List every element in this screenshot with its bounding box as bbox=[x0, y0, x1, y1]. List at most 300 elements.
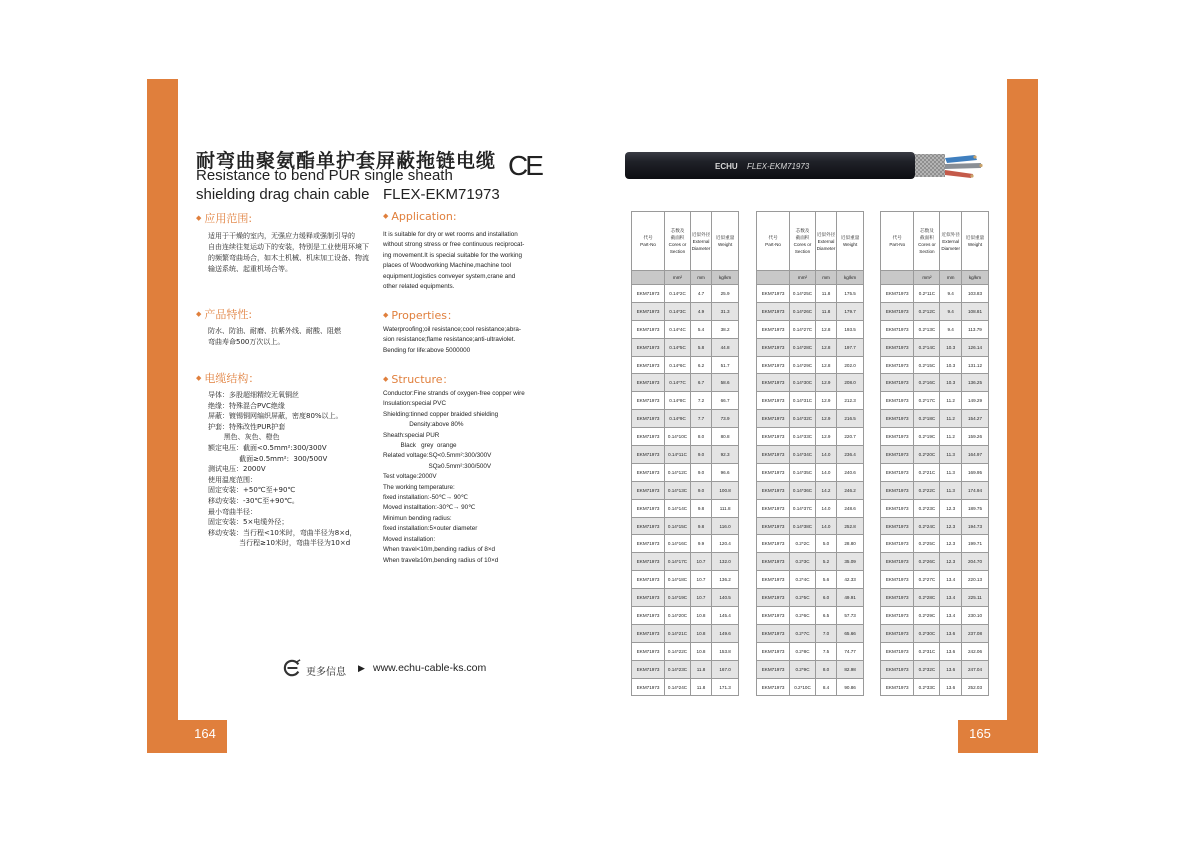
cores-section-cell: 0.2*20C bbox=[914, 446, 940, 464]
weight-cell: 51.7 bbox=[712, 356, 739, 374]
table-row bbox=[632, 320, 739, 338]
cores-section-cell: 0.2*6C bbox=[790, 607, 816, 625]
cores-section-cell: 0.2*5C bbox=[790, 589, 816, 607]
more-info-label: 更多信息 bbox=[306, 667, 346, 678]
cores-section-cell: 0.14*4C bbox=[665, 320, 691, 338]
weight-cell: 73.9 bbox=[712, 410, 739, 428]
unit-cell: mm bbox=[940, 271, 962, 285]
header-cores-section: 芯数及 截面积 Cores or Section bbox=[914, 212, 940, 271]
cores-section-cell: 0.14*32C bbox=[790, 410, 816, 428]
diameter-cell: 9.0 bbox=[690, 446, 711, 464]
cores-section-cell: 0.2*13C bbox=[914, 320, 940, 338]
application-text-en bbox=[383, 230, 553, 292]
part-no-cell: EKM71973 bbox=[881, 642, 914, 660]
part-no-cell: EKM71973 bbox=[881, 410, 914, 428]
table-row bbox=[632, 446, 739, 464]
table-row bbox=[881, 410, 989, 428]
table-row bbox=[881, 374, 989, 392]
table-row bbox=[881, 463, 989, 481]
diamond-bullet-icon: ◆ bbox=[383, 212, 389, 220]
text-line: Black grey orange bbox=[383, 442, 457, 450]
diamond-bullet-icon: ◆ bbox=[383, 375, 389, 383]
weight-cell: 136.2 bbox=[712, 571, 739, 589]
diamond-bullet-icon: ◆ bbox=[383, 311, 389, 319]
table-row bbox=[757, 553, 864, 571]
weight-cell: 42.33 bbox=[837, 571, 864, 589]
diameter-cell: 11.2 bbox=[940, 428, 962, 446]
weight-cell: 208.0 bbox=[837, 374, 864, 392]
weight-cell: 96.6 bbox=[712, 463, 739, 481]
table-row bbox=[881, 302, 989, 320]
properties-heading-en: ◆ Properties： bbox=[383, 309, 458, 322]
unit-cell: mm² bbox=[665, 271, 691, 285]
unit-cell: kg/km bbox=[712, 271, 739, 285]
application-heading-cn: ◆ 应用范围: bbox=[196, 212, 253, 225]
part-no-cell: EKM71973 bbox=[632, 320, 665, 338]
weight-cell: 149.29 bbox=[961, 392, 988, 410]
diameter-cell: 4.7 bbox=[690, 285, 711, 303]
table-row bbox=[881, 624, 989, 642]
weight-cell: 74.77 bbox=[837, 642, 864, 660]
diameter-cell: 11.8 bbox=[690, 660, 711, 678]
diameter-cell: 7.2 bbox=[690, 392, 711, 410]
diamond-bullet-icon: ◆ bbox=[196, 310, 202, 318]
diameter-cell: 12.3 bbox=[940, 499, 962, 517]
table-row bbox=[632, 660, 739, 678]
cores-section-cell: 0.2*9C bbox=[790, 660, 816, 678]
structure-heading-cn: ◆ 电缆结构： bbox=[196, 372, 260, 385]
weight-cell: 31.3 bbox=[712, 302, 739, 320]
diameter-cell: 13.4 bbox=[940, 607, 962, 625]
structure-text-cn bbox=[208, 390, 380, 549]
cores-section-cell: 0.14*35C bbox=[790, 463, 816, 481]
diameter-cell: 10.7 bbox=[690, 589, 711, 607]
text-line: Insulation:special PVC bbox=[383, 400, 447, 408]
weight-cell: 174.94 bbox=[961, 481, 988, 499]
weight-cell: 179.7 bbox=[837, 302, 864, 320]
table-row bbox=[881, 642, 989, 660]
text-line: Conductor:Fine strands of oxygen-free copper wire bbox=[383, 390, 525, 397]
cable-model-print: FLEX-EKM71973 bbox=[747, 162, 810, 171]
cores-section-cell: 0.14*7C bbox=[665, 374, 691, 392]
table-row bbox=[632, 517, 739, 535]
table-row bbox=[757, 428, 864, 446]
diameter-cell: 12.9 bbox=[815, 392, 836, 410]
cores-section-cell: 0.2*10C bbox=[790, 678, 816, 696]
diameter-cell: 10.8 bbox=[690, 624, 711, 642]
table-row bbox=[632, 463, 739, 481]
diameter-cell: 12.3 bbox=[940, 553, 962, 571]
unit-cell: mm² bbox=[914, 271, 940, 285]
table-row bbox=[881, 338, 989, 356]
table-row bbox=[881, 446, 989, 464]
text-line: It is suitable for dry or wet rooms and installation bbox=[383, 231, 518, 238]
text-line: equipment,logistics conveyer system,crane and bbox=[383, 272, 516, 280]
cores-section-cell: 0.2*32C bbox=[914, 660, 940, 678]
cores-section-cell: 0.2*25C bbox=[914, 535, 940, 553]
cores-section-cell: 0.14*28C bbox=[790, 338, 816, 356]
header-part-no: 代号 Part-No bbox=[632, 212, 665, 271]
cores-section-cell: 0.2*11C bbox=[914, 285, 940, 303]
cores-section-cell: 0.2*19C bbox=[914, 428, 940, 446]
cores-section-cell: 0.2*27C bbox=[914, 571, 940, 589]
diameter-cell: 7.0 bbox=[815, 624, 836, 642]
part-no-cell: EKM71973 bbox=[632, 607, 665, 625]
cores-section-cell: 0.14*16C bbox=[665, 535, 691, 553]
diameter-cell: 10.3 bbox=[940, 374, 962, 392]
unit-cell: mm bbox=[690, 271, 711, 285]
ce-mark-icon: CE bbox=[508, 150, 541, 181]
part-no-cell: EKM71973 bbox=[757, 607, 790, 625]
table-row bbox=[757, 285, 864, 303]
diameter-cell: 9.4 bbox=[940, 302, 962, 320]
text-line: Waterproofing;oil resistance;cool resistance;abra- bbox=[383, 326, 522, 333]
application-heading-en: ◆ Application: bbox=[383, 210, 457, 223]
cores-section-cell: 0.14*19C bbox=[665, 589, 691, 607]
table-row bbox=[881, 678, 989, 696]
part-no-cell: EKM71973 bbox=[757, 428, 790, 446]
cores-section-cell: 0.2*15C bbox=[914, 356, 940, 374]
table-row bbox=[757, 589, 864, 607]
weight-cell: 154.27 bbox=[961, 410, 988, 428]
cores-section-cell: 0.14*13C bbox=[665, 481, 691, 499]
header-part-no: 代号 Part-No bbox=[757, 212, 790, 271]
table-row bbox=[632, 428, 739, 446]
weight-cell: 100.8 bbox=[712, 481, 739, 499]
cores-section-cell: 0.14*11C bbox=[665, 446, 691, 464]
diameter-cell: 12.3 bbox=[940, 535, 962, 553]
weight-cell: 193.5 bbox=[837, 320, 864, 338]
part-no-cell: EKM71973 bbox=[881, 535, 914, 553]
application-text-cn bbox=[208, 231, 380, 275]
part-no-cell: EKM71973 bbox=[881, 446, 914, 464]
part-no-cell: EKM71973 bbox=[757, 642, 790, 660]
diameter-cell: 13.4 bbox=[940, 571, 962, 589]
part-no-cell: EKM71973 bbox=[757, 553, 790, 571]
part-no-cell: EKM71973 bbox=[881, 285, 914, 303]
text-line: 防水、防油、耐磨、抗紫外线、耐酸、阻燃 bbox=[208, 327, 341, 335]
cores-section-cell: 0.14*24C bbox=[665, 678, 691, 696]
cores-section-cell: 0.14*36C bbox=[790, 481, 816, 499]
weight-cell: 132.0 bbox=[712, 553, 739, 571]
text-line: When travel<10m,bending radius of 8×d bbox=[383, 546, 496, 554]
properties-text-en bbox=[383, 325, 553, 356]
part-no-cell: EKM71973 bbox=[632, 481, 665, 499]
table-row bbox=[757, 338, 864, 356]
cores-section-cell: 0.2*28C bbox=[914, 589, 940, 607]
part-no-cell: EKM71973 bbox=[881, 338, 914, 356]
part-no-cell: EKM71973 bbox=[757, 392, 790, 410]
weight-cell: 247.04 bbox=[961, 660, 988, 678]
part-no-cell: EKM71973 bbox=[632, 517, 665, 535]
table-row bbox=[757, 499, 864, 517]
diameter-cell: 5.2 bbox=[815, 553, 836, 571]
cores-section-cell: 0.14*2C bbox=[665, 285, 691, 303]
weight-cell: 194.73 bbox=[961, 517, 988, 535]
cores-section-cell: 0.2*12C bbox=[914, 302, 940, 320]
text-line: Bending for life:above 5000000 bbox=[383, 346, 471, 354]
weight-cell: 35.09 bbox=[837, 553, 864, 571]
diameter-cell: 9.4 bbox=[940, 320, 962, 338]
cores-section-cell: 0.14*5C bbox=[665, 338, 691, 356]
diameter-cell: 6.5 bbox=[815, 607, 836, 625]
left-page-edge-bar bbox=[147, 79, 178, 753]
table-row bbox=[757, 624, 864, 642]
unit-cell: kg/km bbox=[837, 271, 864, 285]
cores-section-cell: 0.2*29C bbox=[914, 607, 940, 625]
header-diameter: 近似外径 External Diameter bbox=[690, 212, 711, 271]
cores-section-cell: 0.14*34C bbox=[790, 446, 816, 464]
weight-cell: 225.11 bbox=[961, 589, 988, 607]
part-no-cell: EKM71973 bbox=[881, 463, 914, 481]
diameter-cell: 5.4 bbox=[690, 320, 711, 338]
diameter-cell: 9.0 bbox=[690, 481, 711, 499]
diameter-cell: 13.6 bbox=[940, 678, 962, 696]
diameter-cell: 5.8 bbox=[690, 338, 711, 356]
table-row bbox=[632, 410, 739, 428]
table-row bbox=[881, 499, 989, 517]
part-no-cell: EKM71973 bbox=[632, 392, 665, 410]
diameter-cell: 6.0 bbox=[815, 589, 836, 607]
unit-cell bbox=[881, 271, 914, 285]
text-line: fixed installation:5×outer diameter bbox=[383, 525, 478, 533]
header-diameter: 近似外径 External Diameter bbox=[815, 212, 836, 271]
weight-cell: 242.06 bbox=[961, 642, 988, 660]
weight-cell: 199.71 bbox=[961, 535, 988, 553]
weight-cell: 252.8 bbox=[837, 517, 864, 535]
weight-cell: 38.2 bbox=[712, 320, 739, 338]
text-line: other related equipments. bbox=[383, 283, 455, 291]
cores-section-cell: 0.2*14C bbox=[914, 338, 940, 356]
weight-cell: 248.6 bbox=[837, 499, 864, 517]
product-title-en-line1: Resistance to bend PUR single sheath bbox=[196, 167, 453, 184]
weight-cell: 202.0 bbox=[837, 356, 864, 374]
header-cores-section: 芯数及 截面积 Cores or Section bbox=[665, 212, 691, 271]
text-line: 移动安装：-30℃至+90℃。 bbox=[208, 496, 299, 505]
weight-cell: 216.5 bbox=[837, 410, 864, 428]
weight-cell: 246.2 bbox=[837, 481, 864, 499]
diameter-cell: 14.2 bbox=[815, 481, 836, 499]
text-line: Related voltage:SQ<0.5mm²:300/300V bbox=[383, 452, 492, 460]
table-row bbox=[757, 571, 864, 589]
cores-section-cell: 0.2*26C bbox=[914, 553, 940, 571]
weight-cell: 212.3 bbox=[837, 392, 864, 410]
diameter-cell: 10.8 bbox=[690, 642, 711, 660]
diameter-cell: 5.6 bbox=[815, 571, 836, 589]
weight-cell: 220.7 bbox=[837, 428, 864, 446]
text-line: 移动安装：当行程<10米时，弯曲半径为8×d， bbox=[208, 528, 357, 537]
header-diameter: 近似外径 External Diameter bbox=[940, 212, 962, 271]
diameter-cell: 10.8 bbox=[690, 607, 711, 625]
part-no-cell: EKM71973 bbox=[757, 338, 790, 356]
weight-cell: 204.70 bbox=[961, 553, 988, 571]
diameter-cell: 11.3 bbox=[940, 463, 962, 481]
part-no-cell: EKM71973 bbox=[632, 374, 665, 392]
part-no-cell: EKM71973 bbox=[632, 356, 665, 374]
table-row bbox=[881, 320, 989, 338]
diameter-cell: 11.8 bbox=[815, 285, 836, 303]
part-no-cell: EKM71973 bbox=[757, 589, 790, 607]
part-no-cell: EKM71973 bbox=[881, 320, 914, 338]
website-link[interactable]: www.echu-cable-ks.com bbox=[373, 662, 487, 674]
part-no-cell: EKM71973 bbox=[632, 553, 665, 571]
diameter-cell: 12.8 bbox=[815, 338, 836, 356]
weight-cell: 140.5 bbox=[712, 589, 739, 607]
cores-section-cell: 0.2*33C bbox=[914, 678, 940, 696]
diameter-cell: 8.0 bbox=[690, 428, 711, 446]
unit-cell: mm² bbox=[790, 271, 816, 285]
diameter-cell: 12.9 bbox=[815, 410, 836, 428]
properties-text-cn bbox=[208, 326, 380, 348]
weight-cell: 237.08 bbox=[961, 624, 988, 642]
cores-section-cell: 0.14*15C bbox=[665, 517, 691, 535]
weight-cell: 159.26 bbox=[961, 428, 988, 446]
weight-cell: 175.5 bbox=[837, 285, 864, 303]
table-row bbox=[632, 589, 739, 607]
weight-cell: 169.95 bbox=[961, 463, 988, 481]
part-no-cell: EKM71973 bbox=[632, 410, 665, 428]
part-no-cell: EKM71973 bbox=[632, 499, 665, 517]
part-no-cell: EKM71973 bbox=[881, 499, 914, 517]
part-no-cell: EKM71973 bbox=[881, 517, 914, 535]
cores-section-cell: 0.14*10C bbox=[665, 428, 691, 446]
table-row bbox=[881, 481, 989, 499]
table-row bbox=[632, 499, 739, 517]
text-line: 导体：多股超细精绞无氧铜丝 bbox=[208, 391, 299, 399]
table-row bbox=[632, 535, 739, 553]
table-row bbox=[632, 374, 739, 392]
cable-brand-print: ECHU bbox=[715, 162, 738, 171]
part-no-cell: EKM71973 bbox=[757, 678, 790, 696]
cores-section-cell: 0.14*20C bbox=[665, 607, 691, 625]
part-no-cell: EKM71973 bbox=[757, 374, 790, 392]
cores-section-cell: 0.14*30C bbox=[790, 374, 816, 392]
table-row bbox=[757, 374, 864, 392]
text-line: 固定安装：5×电缆外径； bbox=[208, 518, 289, 527]
text-line: 测试电压：2000V bbox=[208, 465, 266, 474]
text-line: 绝缘：特殊混合PVC绝缘 bbox=[208, 401, 285, 410]
table-row bbox=[881, 428, 989, 446]
text-line: SQ≥0.5mm²:300/500V bbox=[383, 462, 492, 470]
part-no-cell: EKM71973 bbox=[632, 535, 665, 553]
unit-cell: kg/km bbox=[961, 271, 988, 285]
diameter-cell: 10.7 bbox=[690, 571, 711, 589]
diameter-cell: 12.9 bbox=[815, 428, 836, 446]
weight-cell: 80.8 bbox=[712, 428, 739, 446]
diameter-cell: 9.4 bbox=[940, 285, 962, 303]
structure-heading-en: ◆ Structure： bbox=[383, 373, 454, 386]
cores-section-cell: 0.14*9C bbox=[665, 410, 691, 428]
diameter-cell: 12.8 bbox=[815, 356, 836, 374]
cores-section-cell: 0.2*3C bbox=[790, 553, 816, 571]
table-row bbox=[757, 302, 864, 320]
weight-cell: 28.80 bbox=[837, 535, 864, 553]
weight-cell: 171.3 bbox=[712, 678, 739, 696]
table-row bbox=[881, 607, 989, 625]
unit-cell: mm bbox=[815, 271, 836, 285]
table-row bbox=[881, 392, 989, 410]
part-no-cell: EKM71973 bbox=[757, 320, 790, 338]
header-cores-section: 芯数及 截面积 Cores or Section bbox=[790, 212, 816, 271]
part-no-cell: EKM71973 bbox=[632, 589, 665, 607]
part-no-cell: EKM71973 bbox=[881, 607, 914, 625]
text-line: 截面≥0.5mm²: 300/500V bbox=[208, 454, 328, 463]
table-row bbox=[632, 642, 739, 660]
part-no-cell: EKM71973 bbox=[632, 338, 665, 356]
diamond-bullet-icon: ◆ bbox=[196, 374, 202, 382]
text-line: places of Woodworking Machine,machine tool bbox=[383, 262, 511, 270]
part-no-cell: EKM71973 bbox=[757, 302, 790, 320]
part-no-cell: EKM71973 bbox=[757, 446, 790, 464]
cores-section-cell: 0.2*22C bbox=[914, 481, 940, 499]
cores-section-cell: 0.14*33C bbox=[790, 428, 816, 446]
text-line: fixed installation:-50℃→ 90℃ bbox=[383, 494, 468, 502]
diameter-cell: 11.3 bbox=[940, 446, 962, 464]
text-line: When travel≥10m,bending radius of 10×d bbox=[383, 556, 499, 564]
weight-cell: 113.79 bbox=[961, 320, 988, 338]
text-line: Moved installation: bbox=[383, 535, 436, 543]
diameter-cell: 14.0 bbox=[815, 463, 836, 481]
part-no-cell: EKM71973 bbox=[757, 481, 790, 499]
weight-cell: 252.03 bbox=[961, 678, 988, 696]
diamond-bullet-icon: ◆ bbox=[196, 214, 202, 222]
weight-cell: 82.98 bbox=[837, 660, 864, 678]
weight-cell: 49.91 bbox=[837, 589, 864, 607]
text-line: sion resistance;flame resistance;anti-ultraviolet. bbox=[383, 336, 516, 344]
diameter-cell: 6.7 bbox=[690, 374, 711, 392]
cores-section-cell: 0.14*8C bbox=[665, 392, 691, 410]
table-row bbox=[632, 338, 739, 356]
cores-section-cell: 0.2*2C bbox=[790, 535, 816, 553]
text-line: 输送系统、起重机场合等。 bbox=[208, 265, 292, 273]
cores-section-cell: 0.2*23C bbox=[914, 499, 940, 517]
cores-section-cell: 0.2*4C bbox=[790, 571, 816, 589]
properties-heading-cn: ◆ 产品特性: bbox=[196, 308, 253, 321]
diameter-cell: 11.2 bbox=[940, 392, 962, 410]
part-no-cell: EKM71973 bbox=[632, 302, 665, 320]
table-row bbox=[757, 642, 864, 660]
part-no-cell: EKM71973 bbox=[632, 463, 665, 481]
weight-cell: 108.81 bbox=[961, 302, 988, 320]
product-title-cn: 耐弯曲聚氨酯单护套屏蔽拖链电缆 bbox=[196, 150, 497, 172]
cores-section-cell: 0.14*3C bbox=[665, 302, 691, 320]
weight-cell: 116.0 bbox=[712, 517, 739, 535]
weight-cell: 57.73 bbox=[837, 607, 864, 625]
spec-table-2 bbox=[756, 211, 864, 696]
part-no-cell: EKM71973 bbox=[757, 285, 790, 303]
weight-cell: 120.4 bbox=[712, 535, 739, 553]
weight-cell: 131.12 bbox=[961, 356, 988, 374]
part-no-cell: EKM71973 bbox=[881, 428, 914, 446]
diameter-cell: 14.0 bbox=[815, 499, 836, 517]
table-row bbox=[632, 607, 739, 625]
cores-section-cell: 0.14*12C bbox=[665, 463, 691, 481]
part-no-cell: EKM71973 bbox=[632, 571, 665, 589]
table-row bbox=[632, 678, 739, 696]
cores-section-cell: 0.2*16C bbox=[914, 374, 940, 392]
weight-cell: 90.86 bbox=[837, 678, 864, 696]
table-row bbox=[632, 356, 739, 374]
weight-cell: 167.0 bbox=[712, 660, 739, 678]
table-row bbox=[881, 589, 989, 607]
cores-section-cell: 0.14*29C bbox=[790, 356, 816, 374]
diameter-cell: 13.6 bbox=[940, 624, 962, 642]
diameter-cell: 11.3 bbox=[940, 481, 962, 499]
table-row bbox=[881, 660, 989, 678]
table-row bbox=[757, 678, 864, 696]
diameter-cell: 7.5 bbox=[815, 642, 836, 660]
text-line: 固定安装：+50℃至+90℃ bbox=[208, 486, 296, 495]
